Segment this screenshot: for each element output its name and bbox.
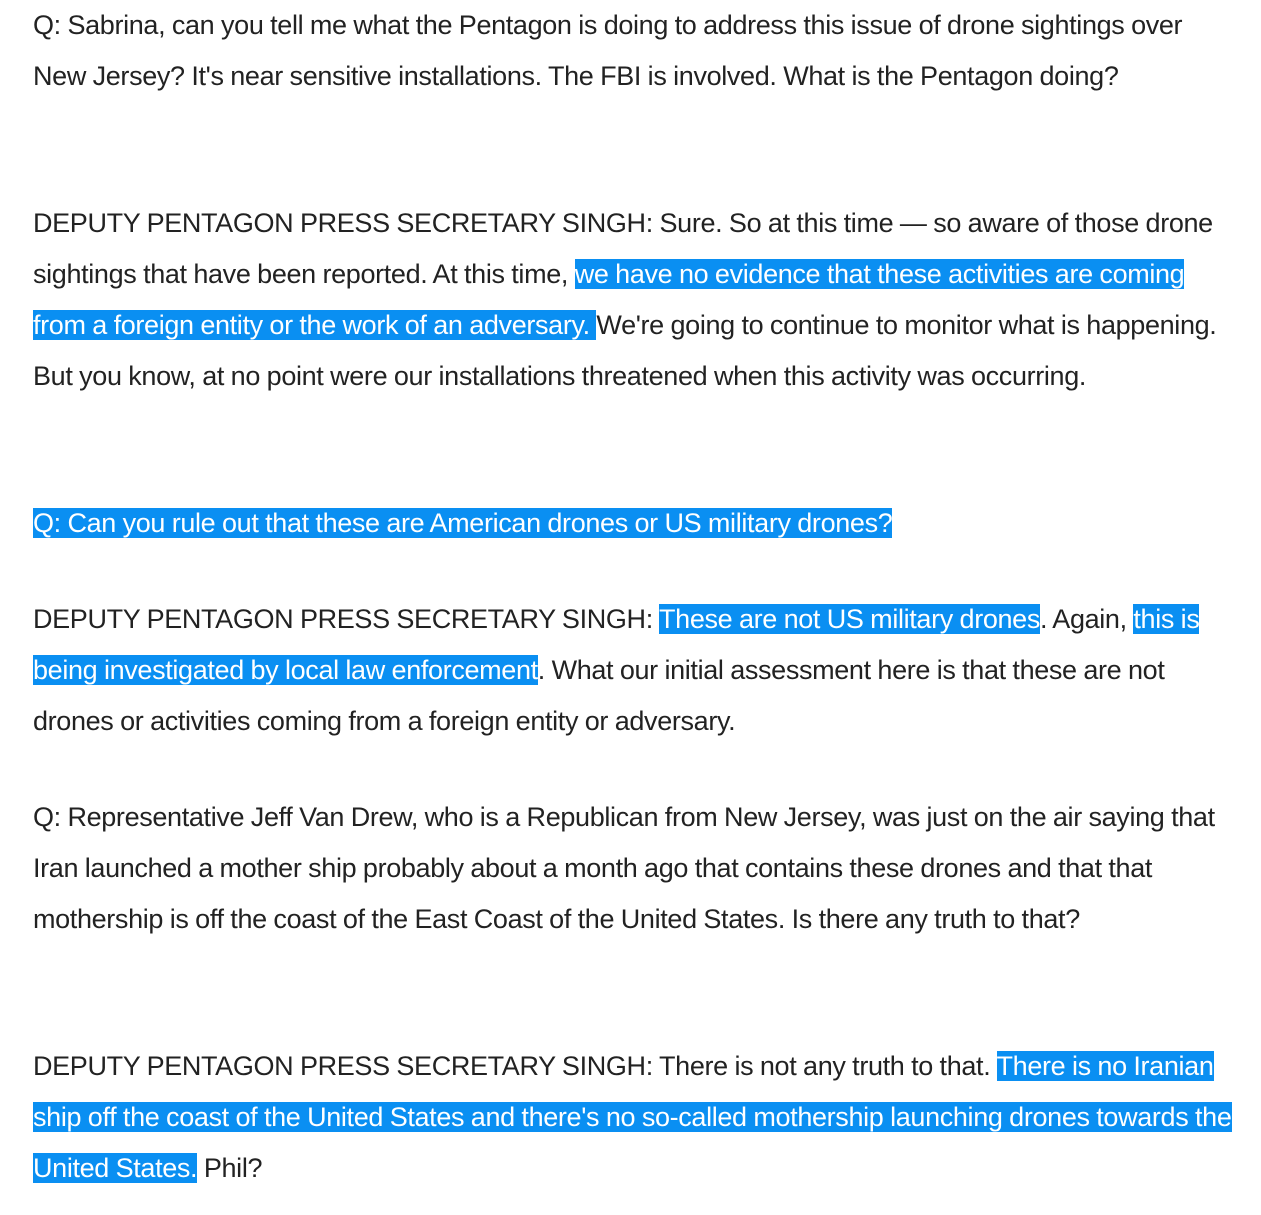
question-paragraph-2 [33, 498, 892, 549]
answer-paragraph-2 [33, 594, 1233, 747]
highlighted-text[interactable]: These are not US military drones [659, 604, 1040, 634]
highlighted-text[interactable]: There is no Iranian ship off the coast of the United States and there's no so-called mothership launching drones towards the United States. [33, 1051, 1232, 1183]
answer-paragraph-1 [33, 198, 1233, 402]
answer-text: DEPUTY PENTAGON PRESS SECRETARY SINGH: Sure. So at this time — so aware of those drone sightings that have been reported. At this time, [33, 208, 1213, 289]
highlighted-text[interactable]: we have no evidence that these activities are coming from a foreign entity or the work of an adversary. [33, 259, 1185, 340]
answer-text: DEPUTY PENTAGON PRESS SECRETARY SINGH: [33, 604, 660, 634]
answer-text: Phil? [197, 1153, 263, 1183]
answer-text: . What our initial assessment here is that these are not drones or activities coming from a foreign entity or adversary. [33, 655, 1165, 736]
answer-text: DEPUTY PENTAGON PRESS SECRETARY SINGH: There is not any truth to that. [33, 1051, 997, 1081]
question-paragraph-3 [33, 792, 1233, 945]
question-text: Q: Sabrina, can you tell me what the Pentagon is doing to address this issue of drone sightings over New Jersey? It's near sensitive installations. The FBI is involved. What is the Pentagon doing? [33, 10, 1183, 91]
question-text: Q: Representative Jeff Van Drew, who is a Republican from New Jersey, was just on the air saying that Iran launched a mother ship probably about a month ago that contains these drones and that that mothership is off the coast of the East Coast of the United States. Is there any truth to that? [33, 802, 1215, 934]
answer-text: . Again, [1039, 604, 1134, 634]
highlighted-text[interactable]: this is being investigated by local law enforcement [33, 604, 1200, 685]
answer-paragraph-3 [33, 1041, 1233, 1194]
answer-text: We're going to continue to monitor what is happening. But you know, at no point were our installations threatened when this activity was occurring. [33, 310, 1217, 391]
question-paragraph-1 [33, 0, 1233, 102]
highlighted-text[interactable]: Q: Can you rule out that these are American drones or US military drones? [33, 508, 893, 538]
